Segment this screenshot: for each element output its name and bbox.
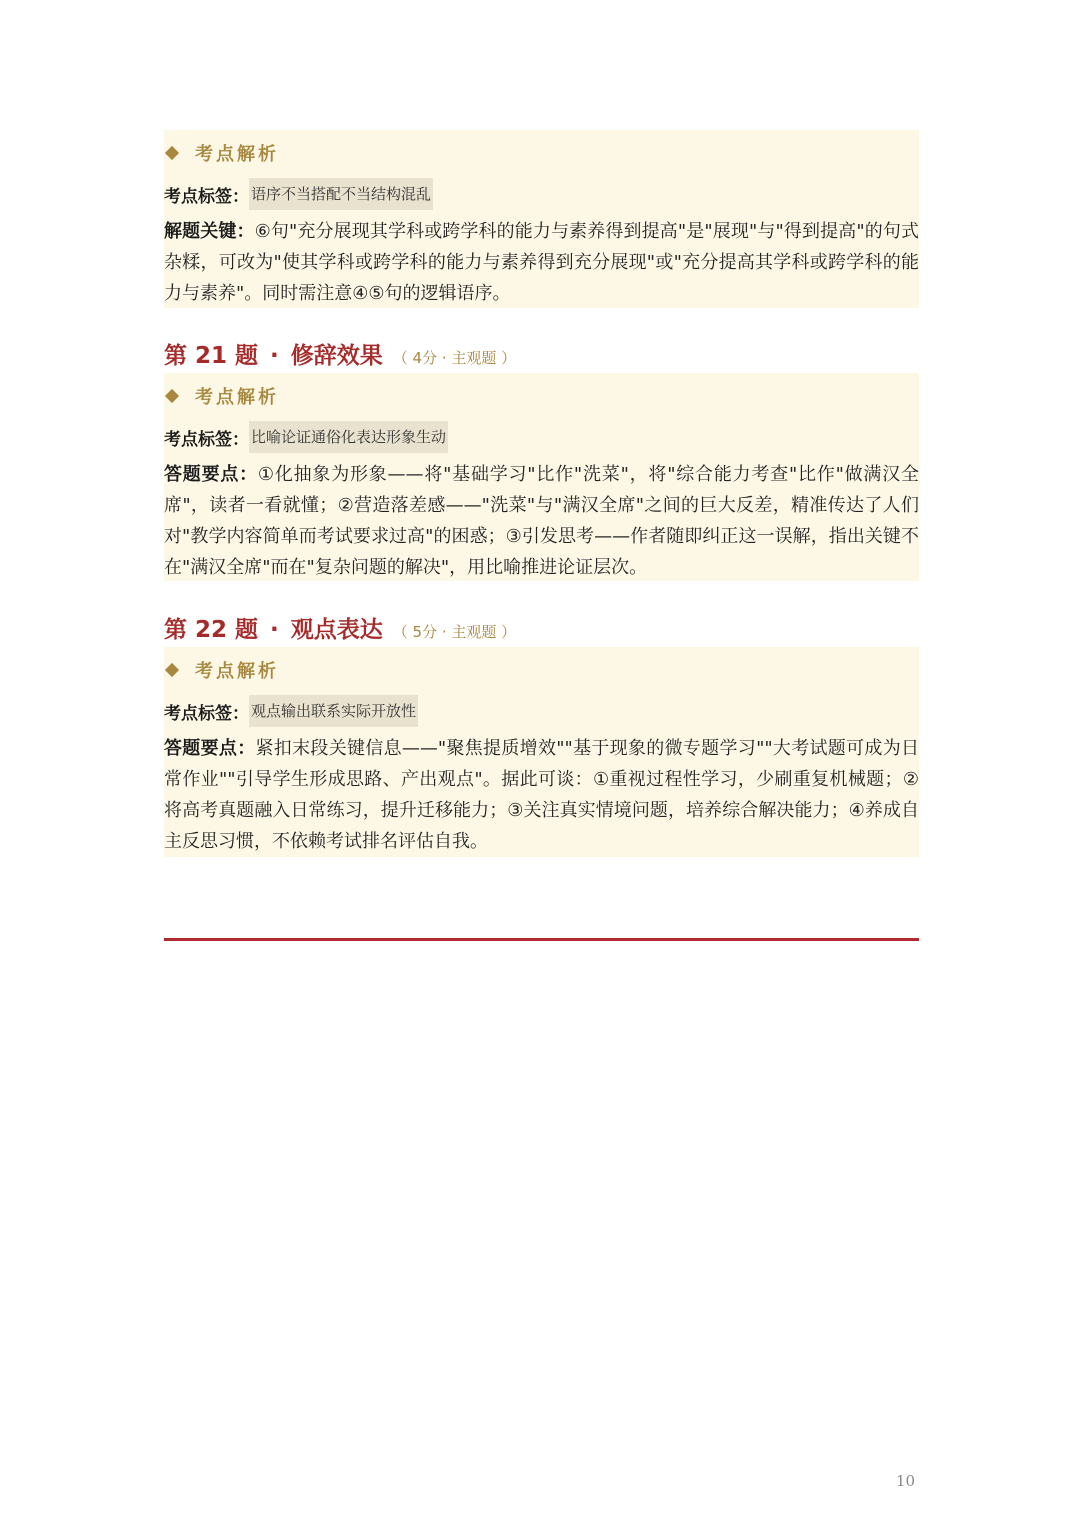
q22-number: 第 22 题 <box>164 617 259 643</box>
q22-analysis-box <box>164 647 919 857</box>
diamond-icon <box>165 146 179 160</box>
q21-tag-value: 比喻论证通俗化表达形象生动 <box>249 421 448 453</box>
q21-body-label: 答题要点： <box>164 464 258 485</box>
q21-meta: （ 4分 · 主观题 ） <box>392 349 517 367</box>
q20-analysis-box <box>164 130 919 308</box>
q20-tag-label: 考点标签： <box>164 186 249 207</box>
q20-analysis-heading-text: 考点解析 <box>195 144 279 165</box>
q20-body-label: 解题关键： <box>164 221 255 242</box>
q21-title: 修辞效果 <box>290 343 383 369</box>
q21-body <box>164 459 919 583</box>
q22-meta: （ 5分 · 主观题 ） <box>392 623 517 641</box>
q22-tag-value: 观点输出联系实际开放性 <box>249 695 418 727</box>
q20-body-text: ⑥句"充分展现其学科或跨学科的能力与素养得到提高"是"展现"与"得到提高"的句式杂糅，可改为"使其学科或跨学科的能力与素养得到充分展现"或"充分提高其学科或跨学科的能力与素养"。同时需注意④⑤句的逻辑语序。 <box>164 221 920 304</box>
diamond-icon <box>165 389 179 403</box>
q22-body-text: 紧扣末段关键信息——"聚焦提质增效""基于现象的微专题学习""大考试题可成为日常作业""引导学生形成思路、产出观点"。据此可谈：①重视过程性学习，少刷重复机械题；②将高考真题融入日常练习，提升迁移能力；③关注真实情境问题，培养综合解决能力；④养成自主反思习惯，不依赖考试排名评估自我。 <box>164 738 920 852</box>
q22-body <box>164 733 919 857</box>
q22-tag-row <box>164 695 919 727</box>
q21-number: 第 21 题 <box>164 343 259 369</box>
q21-body-text: ①化抽象为形象——将"基础学习"比作"洗菜"，将"综合能力考查"比作"做满汉全席"，读者一看就懂；②营造落差感——"洗菜"与"满汉全席"之间的巨大反差，精准传达了人们对"教学内容简单而考试要求过高"的困惑；③引发思考——作者随即纠正这一误解，指出关键不在"满汉全席"而在"复杂问题的解决"，用比喻推进论证层次。 <box>164 464 919 578</box>
q22-separator: · <box>270 617 279 643</box>
q22-heading <box>164 611 516 641</box>
page-number: 10 <box>896 1472 916 1490</box>
section-divider <box>164 938 919 941</box>
q20-tag-row <box>164 178 919 210</box>
q21-separator: · <box>270 343 279 369</box>
q22-title: 观点表达 <box>290 617 383 643</box>
diamond-icon <box>165 663 179 677</box>
q21-tag-row <box>164 421 919 453</box>
q21-analysis-heading-text: 考点解析 <box>195 387 279 408</box>
q21-tag-label: 考点标签： <box>164 429 249 450</box>
q20-body <box>164 216 919 309</box>
q20-tag-value: 语序不当搭配不当结构混乱 <box>249 178 433 210</box>
q22-analysis-heading <box>164 657 919 683</box>
q22-body-label: 答题要点： <box>164 738 256 759</box>
q21-heading <box>164 337 516 367</box>
q21-analysis-heading <box>164 383 919 409</box>
q21-analysis-box <box>164 373 919 581</box>
q20-analysis-heading <box>164 140 919 166</box>
q22-tag-label: 考点标签： <box>164 703 249 724</box>
q22-analysis-heading-text: 考点解析 <box>195 661 279 682</box>
